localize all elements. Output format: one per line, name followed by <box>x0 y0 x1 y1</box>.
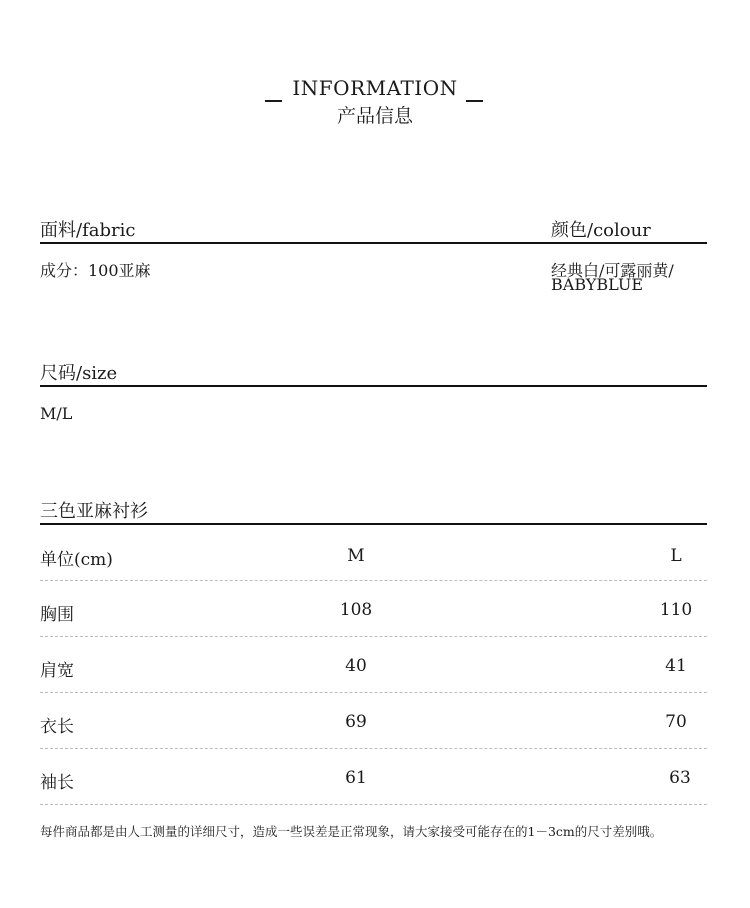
table-row-label: 衣长 <box>40 717 74 737</box>
table-row-label: 袖长 <box>40 773 74 793</box>
fabric-colour-rule <box>40 242 707 244</box>
page-title: INFORMATION <box>292 76 458 100</box>
table-cell-l: 63 <box>669 768 691 788</box>
table-cell-m: 40 <box>345 656 367 676</box>
table-header-m: M <box>347 546 365 566</box>
table-row-label: 肩宽 <box>40 661 74 681</box>
colour-value-line1: 经典白/可露丽黄/ <box>551 261 674 280</box>
fabric-label: 面料/fabric <box>40 220 136 241</box>
table-cell-m: 69 <box>345 712 367 732</box>
size-value: M/L <box>40 404 73 423</box>
product-name: 三色亚麻衬衫 <box>40 501 148 522</box>
table-cell-l: 41 <box>665 656 687 676</box>
fabric-value: 成分：100亚麻 <box>40 261 151 280</box>
colour-label: 颜色/colour <box>551 220 651 241</box>
table-cell-m: 61 <box>345 768 367 788</box>
table-cell-m: 108 <box>339 600 373 620</box>
table-cell-l: 110 <box>659 600 693 620</box>
table-header-l: L <box>670 546 682 566</box>
table-row-label: 胸围 <box>40 605 74 625</box>
table-divider <box>40 692 707 693</box>
size-rule <box>40 385 707 387</box>
table-cell-l: 70 <box>665 712 687 732</box>
page-subtitle: 产品信息 <box>336 105 413 127</box>
measurement-note: 每件商品都是由人工测量的详细尺寸，造成一些误差是正常现象，请大家接受可能存在的1－3cm的尺寸差别哦。 <box>40 824 663 839</box>
size-label: 尺码/size <box>40 363 118 384</box>
colour-value-line2: BABYBLUE <box>551 275 644 294</box>
table-divider <box>40 748 707 749</box>
size-table-rule <box>40 523 707 525</box>
table-header-unit: 单位(cm) <box>40 550 113 570</box>
table-divider <box>40 636 707 637</box>
table-divider <box>40 580 707 581</box>
table-divider <box>40 804 707 805</box>
